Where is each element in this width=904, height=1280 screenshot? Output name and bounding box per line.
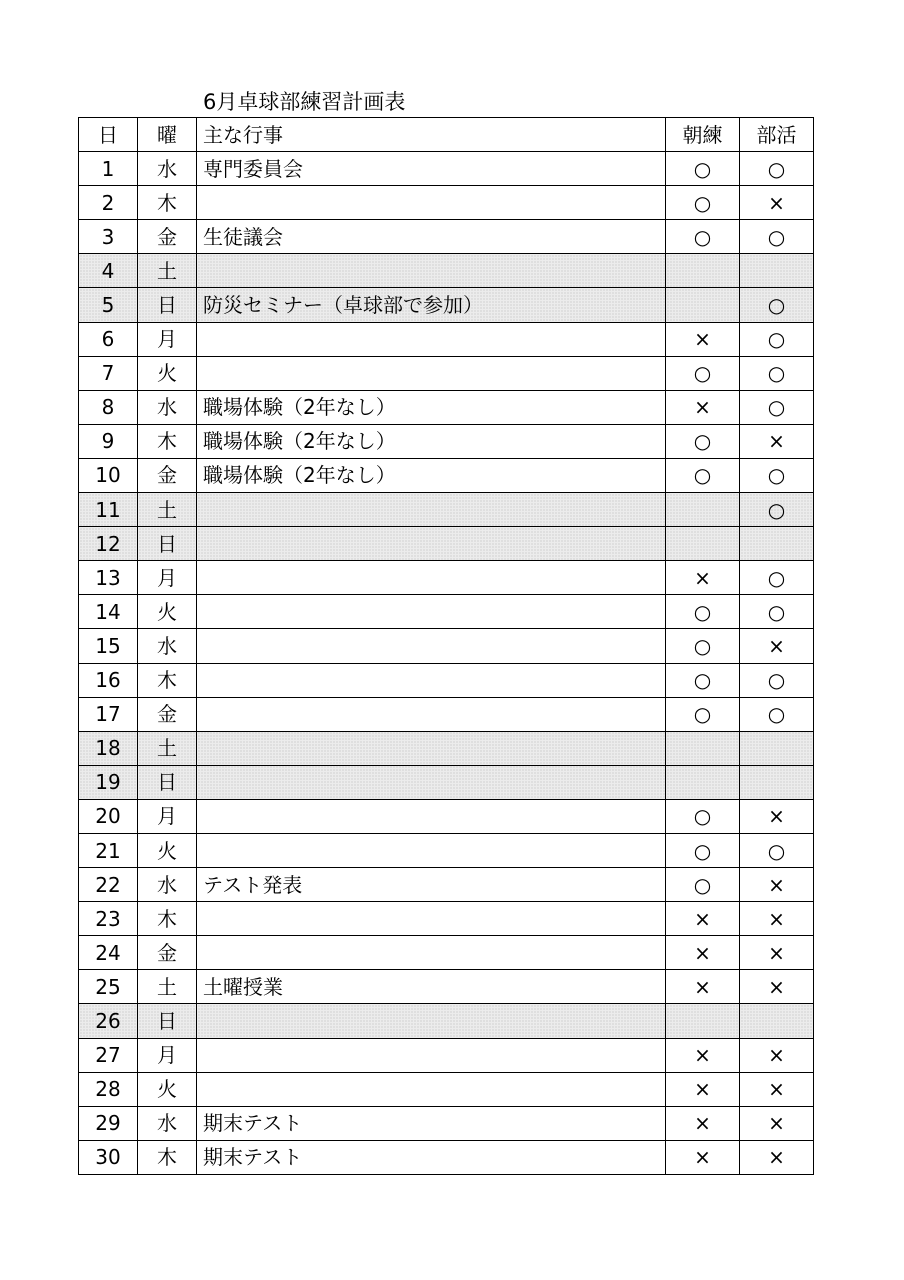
cell-event	[197, 1004, 666, 1038]
cell-morning-practice: ×	[666, 390, 740, 424]
cell-morning-practice	[666, 254, 740, 288]
table-row	[79, 595, 814, 629]
table-row	[79, 765, 814, 799]
cell-morning-practice: ○	[666, 868, 740, 902]
cell-event	[197, 731, 666, 765]
cell-club-activity: ○	[740, 390, 814, 424]
cell-weekday: 金	[138, 697, 197, 731]
cell-day: 4	[79, 254, 138, 288]
cell-weekday: 日	[138, 1004, 197, 1038]
cell-club-activity: ○	[740, 663, 814, 697]
cell-club-activity: ○	[740, 356, 814, 390]
cell-club-activity: ○	[740, 493, 814, 527]
cell-day: 21	[79, 833, 138, 867]
table-row	[79, 1004, 814, 1038]
cell-weekday: 水	[138, 390, 197, 424]
cell-day: 2	[79, 186, 138, 220]
cell-weekday: 木	[138, 1140, 197, 1174]
cell-event	[197, 527, 666, 561]
cell-club-activity	[740, 765, 814, 799]
cell-event	[197, 186, 666, 220]
header-weekday: 曜	[138, 118, 197, 152]
cell-event	[197, 765, 666, 799]
table-row	[79, 220, 814, 254]
cell-day: 13	[79, 561, 138, 595]
table-row	[79, 493, 814, 527]
cell-morning-practice: ×	[666, 1140, 740, 1174]
cell-club-activity: ×	[740, 424, 814, 458]
cell-day: 28	[79, 1072, 138, 1106]
cell-club-activity: ×	[740, 1038, 814, 1072]
cell-event	[197, 356, 666, 390]
cell-club-activity: ×	[740, 1140, 814, 1174]
cell-morning-practice: ○	[666, 595, 740, 629]
cell-morning-practice: ○	[666, 833, 740, 867]
cell-club-activity: ○	[740, 697, 814, 731]
cell-day: 24	[79, 936, 138, 970]
header-club-activity: 部活	[740, 118, 814, 152]
cell-morning-practice: ×	[666, 902, 740, 936]
cell-weekday: 土	[138, 493, 197, 527]
table-row	[79, 868, 814, 902]
cell-club-activity	[740, 731, 814, 765]
table-row	[79, 697, 814, 731]
cell-club-activity: ×	[740, 186, 814, 220]
cell-day: 29	[79, 1106, 138, 1140]
cell-club-activity	[740, 254, 814, 288]
cell-day: 1	[79, 152, 138, 186]
cell-club-activity: ×	[740, 902, 814, 936]
cell-weekday: 金	[138, 458, 197, 492]
cell-club-activity: ○	[740, 833, 814, 867]
cell-morning-practice: ○	[666, 220, 740, 254]
cell-day: 7	[79, 356, 138, 390]
cell-day: 22	[79, 868, 138, 902]
cell-weekday: 水	[138, 629, 197, 663]
cell-event: 防災セミナー（卓球部で参加）	[197, 288, 666, 322]
table-row	[79, 424, 814, 458]
table-row	[79, 1072, 814, 1106]
cell-weekday: 月	[138, 1038, 197, 1072]
cell-event	[197, 833, 666, 867]
cell-club-activity	[740, 1004, 814, 1038]
cell-morning-practice: ×	[666, 1038, 740, 1072]
cell-club-activity: ×	[740, 1106, 814, 1140]
cell-weekday: 日	[138, 527, 197, 561]
cell-club-activity: ×	[740, 1072, 814, 1106]
cell-event: 期末テスト	[197, 1106, 666, 1140]
cell-morning-practice	[666, 493, 740, 527]
cell-weekday: 土	[138, 254, 197, 288]
cell-club-activity: ○	[740, 288, 814, 322]
cell-event: 期末テスト	[197, 1140, 666, 1174]
cell-day: 16	[79, 663, 138, 697]
cell-morning-practice: ○	[666, 356, 740, 390]
cell-club-activity: ○	[740, 561, 814, 595]
table-row	[79, 936, 814, 970]
cell-club-activity: ×	[740, 936, 814, 970]
cell-weekday: 火	[138, 356, 197, 390]
cell-weekday: 火	[138, 1072, 197, 1106]
cell-day: 5	[79, 288, 138, 322]
cell-event	[197, 1038, 666, 1072]
table-row	[79, 663, 814, 697]
cell-event: 職場体験（2年なし）	[197, 390, 666, 424]
cell-day: 18	[79, 731, 138, 765]
header-events: 主な行事	[197, 118, 666, 152]
cell-event	[197, 799, 666, 833]
cell-club-activity: ×	[740, 629, 814, 663]
table-row	[79, 254, 814, 288]
cell-weekday: 水	[138, 1106, 197, 1140]
table-row	[79, 152, 814, 186]
cell-morning-practice: ○	[666, 663, 740, 697]
cell-day: 11	[79, 493, 138, 527]
cell-day: 14	[79, 595, 138, 629]
cell-club-activity: ○	[740, 322, 814, 356]
table-row	[79, 1106, 814, 1140]
cell-day: 30	[79, 1140, 138, 1174]
table-row	[79, 799, 814, 833]
cell-event	[197, 493, 666, 527]
header-day: 日	[79, 118, 138, 152]
cell-weekday: 火	[138, 595, 197, 629]
cell-club-activity: ○	[740, 152, 814, 186]
cell-club-activity: ○	[740, 458, 814, 492]
cell-day: 10	[79, 458, 138, 492]
cell-weekday: 金	[138, 936, 197, 970]
cell-day: 19	[79, 765, 138, 799]
cell-event	[197, 322, 666, 356]
cell-event	[197, 561, 666, 595]
cell-morning-practice: ×	[666, 1106, 740, 1140]
cell-morning-practice: ○	[666, 152, 740, 186]
cell-day: 15	[79, 629, 138, 663]
cell-event	[197, 936, 666, 970]
cell-morning-practice: ×	[666, 970, 740, 1004]
cell-day: 9	[79, 424, 138, 458]
cell-weekday: 木	[138, 424, 197, 458]
table-row	[79, 186, 814, 220]
cell-day: 23	[79, 902, 138, 936]
cell-day: 8	[79, 390, 138, 424]
schedule-table-body	[79, 118, 814, 1175]
cell-morning-practice: ×	[666, 322, 740, 356]
cell-club-activity: ×	[740, 799, 814, 833]
cell-event	[197, 629, 666, 663]
cell-event: 職場体験（2年なし）	[197, 424, 666, 458]
cell-event	[197, 663, 666, 697]
cell-weekday: 火	[138, 833, 197, 867]
table-row	[79, 390, 814, 424]
table-row	[79, 527, 814, 561]
cell-day: 20	[79, 799, 138, 833]
cell-morning-practice	[666, 527, 740, 561]
cell-morning-practice: ○	[666, 186, 740, 220]
cell-weekday: 金	[138, 220, 197, 254]
cell-weekday: 木	[138, 663, 197, 697]
cell-event: 生徒議会	[197, 220, 666, 254]
table-row	[79, 970, 814, 1004]
cell-morning-practice	[666, 288, 740, 322]
cell-event	[197, 697, 666, 731]
header-morning-practice: 朝練	[666, 118, 740, 152]
cell-event: 土曜授業	[197, 970, 666, 1004]
cell-day: 3	[79, 220, 138, 254]
cell-weekday: 日	[138, 765, 197, 799]
table-row	[79, 561, 814, 595]
cell-morning-practice: ×	[666, 936, 740, 970]
cell-event	[197, 254, 666, 288]
cell-morning-practice: ○	[666, 629, 740, 663]
table-row	[79, 458, 814, 492]
cell-club-activity: ○	[740, 595, 814, 629]
cell-event: 職場体験（2年なし）	[197, 458, 666, 492]
cell-weekday: 木	[138, 902, 197, 936]
table-row	[79, 731, 814, 765]
cell-club-activity: ×	[740, 868, 814, 902]
cell-morning-practice	[666, 1004, 740, 1038]
cell-day: 6	[79, 322, 138, 356]
cell-weekday: 月	[138, 322, 197, 356]
cell-day: 26	[79, 1004, 138, 1038]
cell-event	[197, 902, 666, 936]
table-row	[79, 629, 814, 663]
cell-club-activity	[740, 527, 814, 561]
cell-weekday: 土	[138, 731, 197, 765]
cell-event	[197, 595, 666, 629]
schedule-table	[78, 117, 814, 1175]
page-title: 6月卓球部練習計画表	[203, 90, 406, 114]
cell-weekday: 月	[138, 799, 197, 833]
cell-day: 25	[79, 970, 138, 1004]
cell-weekday: 月	[138, 561, 197, 595]
table-row	[79, 833, 814, 867]
cell-morning-practice: ×	[666, 1072, 740, 1106]
cell-club-activity: ○	[740, 220, 814, 254]
table-row	[79, 322, 814, 356]
cell-club-activity: ×	[740, 970, 814, 1004]
cell-morning-practice	[666, 765, 740, 799]
cell-morning-practice: ○	[666, 799, 740, 833]
cell-morning-practice: ×	[666, 561, 740, 595]
cell-morning-practice: ○	[666, 697, 740, 731]
cell-weekday: 土	[138, 970, 197, 1004]
cell-weekday: 水	[138, 152, 197, 186]
cell-day: 17	[79, 697, 138, 731]
table-row	[79, 1140, 814, 1174]
cell-weekday: 木	[138, 186, 197, 220]
table-row	[79, 356, 814, 390]
table-row	[79, 288, 814, 322]
cell-morning-practice: ○	[666, 458, 740, 492]
table-row	[79, 1038, 814, 1072]
cell-weekday: 日	[138, 288, 197, 322]
cell-morning-practice	[666, 731, 740, 765]
cell-event	[197, 1072, 666, 1106]
cell-morning-practice: ○	[666, 424, 740, 458]
table-row	[79, 902, 814, 936]
cell-weekday: 水	[138, 868, 197, 902]
table-header-row	[79, 118, 814, 152]
cell-day: 27	[79, 1038, 138, 1072]
cell-event: 専門委員会	[197, 152, 666, 186]
cell-day: 12	[79, 527, 138, 561]
cell-event: テスト発表	[197, 868, 666, 902]
